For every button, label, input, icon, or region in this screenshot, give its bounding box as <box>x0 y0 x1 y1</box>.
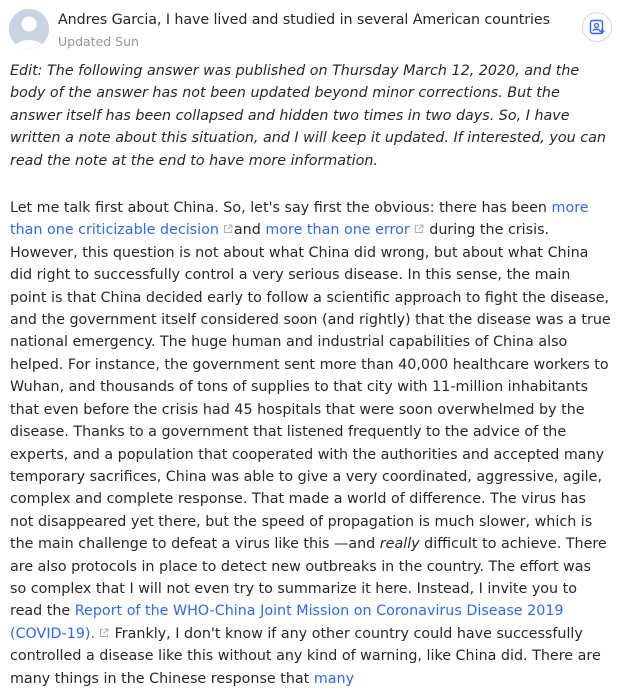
external-link-icon <box>414 224 424 234</box>
follow-user-button[interactable] <box>582 12 612 42</box>
answer-header <box>9 9 609 53</box>
updated-timestamp[interactable]: Updated Sun <box>58 34 139 49</box>
avatar-placeholder-icon <box>9 9 49 49</box>
answer-body <box>10 197 611 690</box>
link-many[interactable]: many <box>313 670 355 687</box>
body-text: during the crisis. However, this question is not about what China did wrong, but about what China did right to successfully control a very serious disease. In this sense, the main point is that China decided early to follow a scientific approach to fight the disease, and the government itself considered soon (and rightly) that the disease was a true national emergency. The huge human and industrial capabilities of China also helped. For instance, the government sent more than 40,000 healthcare workers to Wuhan, and thousands of tons of supplies to that city with 11-million inhabitants that even before the crisis had 45 hospitals that were soon overwhelmed by the disease. Thanks to a government that listened frequently to the advice of the experts, and a population that cooperated with the authorities and accepted many temporary sacrifices, China was able to give a very coordinated, aggressive, agile, complex and complete response. That made a world of difference. The virus has not disappeared yet there, but the speed of propagation is much slower, which is the main challenge to defeat a virus like this —and <box>10 222 611 553</box>
body-emphasis: really <box>379 536 420 553</box>
body-text: and <box>233 222 266 239</box>
external-link-icon <box>223 224 233 234</box>
edit-note: Edit: The following answer was published on Thursday March 12, 2020, and the body of the answer has not been updated beyond minor corrections. But the answer itself has been collapsed and hidden two times in two days. So, I have written a note about this situation, and I will keep it updated. If interested, you can read the note at the end to have more information. <box>10 63 606 169</box>
body-text: Frankly, I don't know if any other country could have successfully controlled a disease like this without any kind of warning, like China did. There are many things in the Chinese response that <box>10 625 601 687</box>
answer-content <box>10 60 611 690</box>
body-text: Let me talk first about China. So, let's say first the obvious: there has been <box>10 200 552 217</box>
link-more-than-one-error[interactable]: more than one error <box>265 222 410 239</box>
link-who-china-report[interactable]: Report of the WHO-China Joint Mission on Coronavirus Disease 2019 (COVID-19). <box>10 603 564 642</box>
link-criticizable-decision[interactable]: more than one criticizable decision <box>10 200 589 239</box>
avatar[interactable] <box>9 9 49 49</box>
author-credential[interactable]: Andres Garcia, I have lived and studied in several American countries <box>58 12 550 28</box>
body-text: difficult to achieve. There are also protocols in place to detect new outbreaks in the country. The effort was so complex that I will not even try to summarize it here. Instead, I invite you to read the <box>10 536 607 620</box>
follow-user-icon <box>589 19 605 35</box>
external-link-icon <box>99 628 109 638</box>
